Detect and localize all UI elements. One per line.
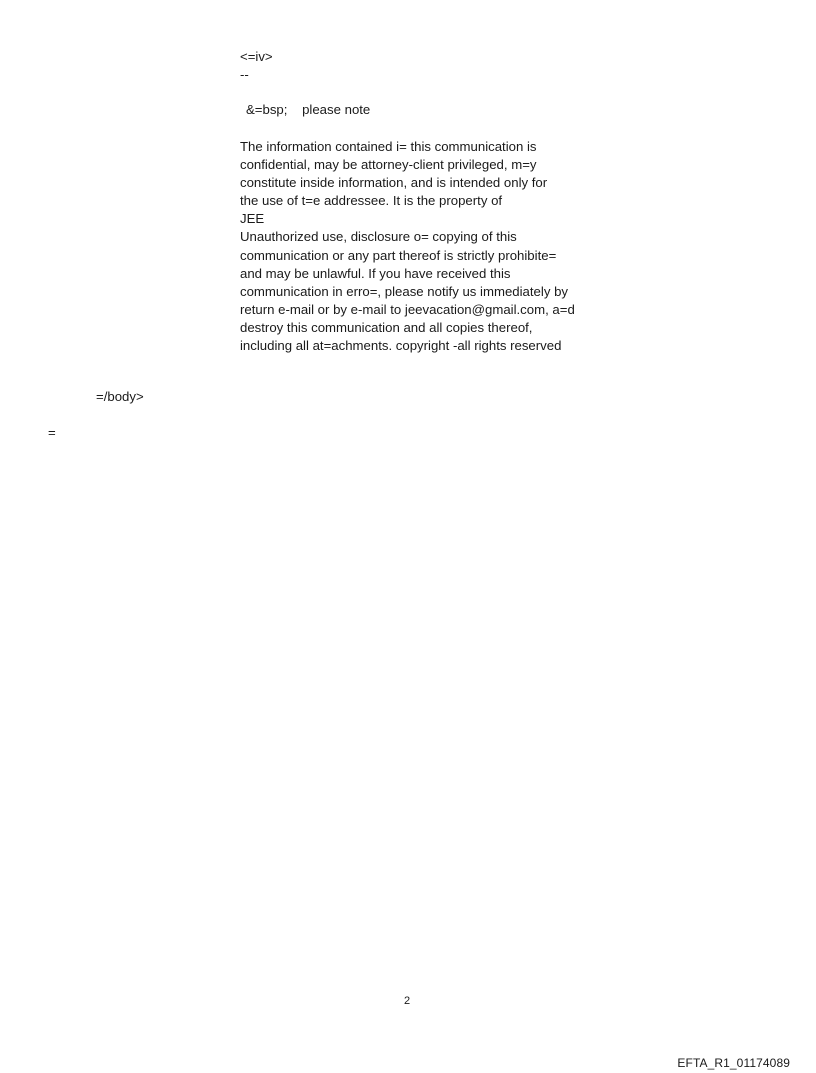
div-open-tag: <=iv>: [240, 49, 273, 64]
disclaimer-line: communication or any part thereof is strictly prohibite=: [240, 247, 557, 263]
trailing-equals: =: [48, 425, 56, 440]
signature-separator: --: [240, 67, 249, 82]
disclaimer-line: communication in erro=, please notify us immediately by: [240, 283, 569, 299]
disclaimer-line: and may be unlawful. If you have received this: [240, 265, 511, 281]
disclaimer-line: return e-mail or by e-mail to jeevacation@gmail.com, a=d: [240, 301, 575, 317]
page-number: 2: [404, 995, 411, 1007]
note-heading: &=bsp; please note: [246, 102, 371, 117]
disclaimer-line: destroy this communication and all copies thereof,: [240, 319, 533, 335]
disclaimer-paragraph: [240, 138, 575, 355]
disclaimer-line: including all at=achments. copyright -all rights reserved: [240, 338, 562, 354]
body-close-tag: =/body>: [96, 389, 144, 404]
disclaimer-line: Unauthorized use, disclosure o= copying of this: [240, 229, 517, 245]
disclaimer-line: the use of t=e addressee. It is the property of: [240, 193, 503, 209]
disclaimer-line: confidential, may be attorney-client privileged, m=y: [240, 157, 537, 173]
document-id: EFTA_R1_01174089: [677, 1056, 790, 1070]
disclaimer-line: constitute inside information, and is intended only for: [240, 175, 548, 191]
disclaimer-line: The information contained i= this communication is: [240, 139, 537, 154]
disclaimer-line: JEE: [240, 211, 265, 227]
